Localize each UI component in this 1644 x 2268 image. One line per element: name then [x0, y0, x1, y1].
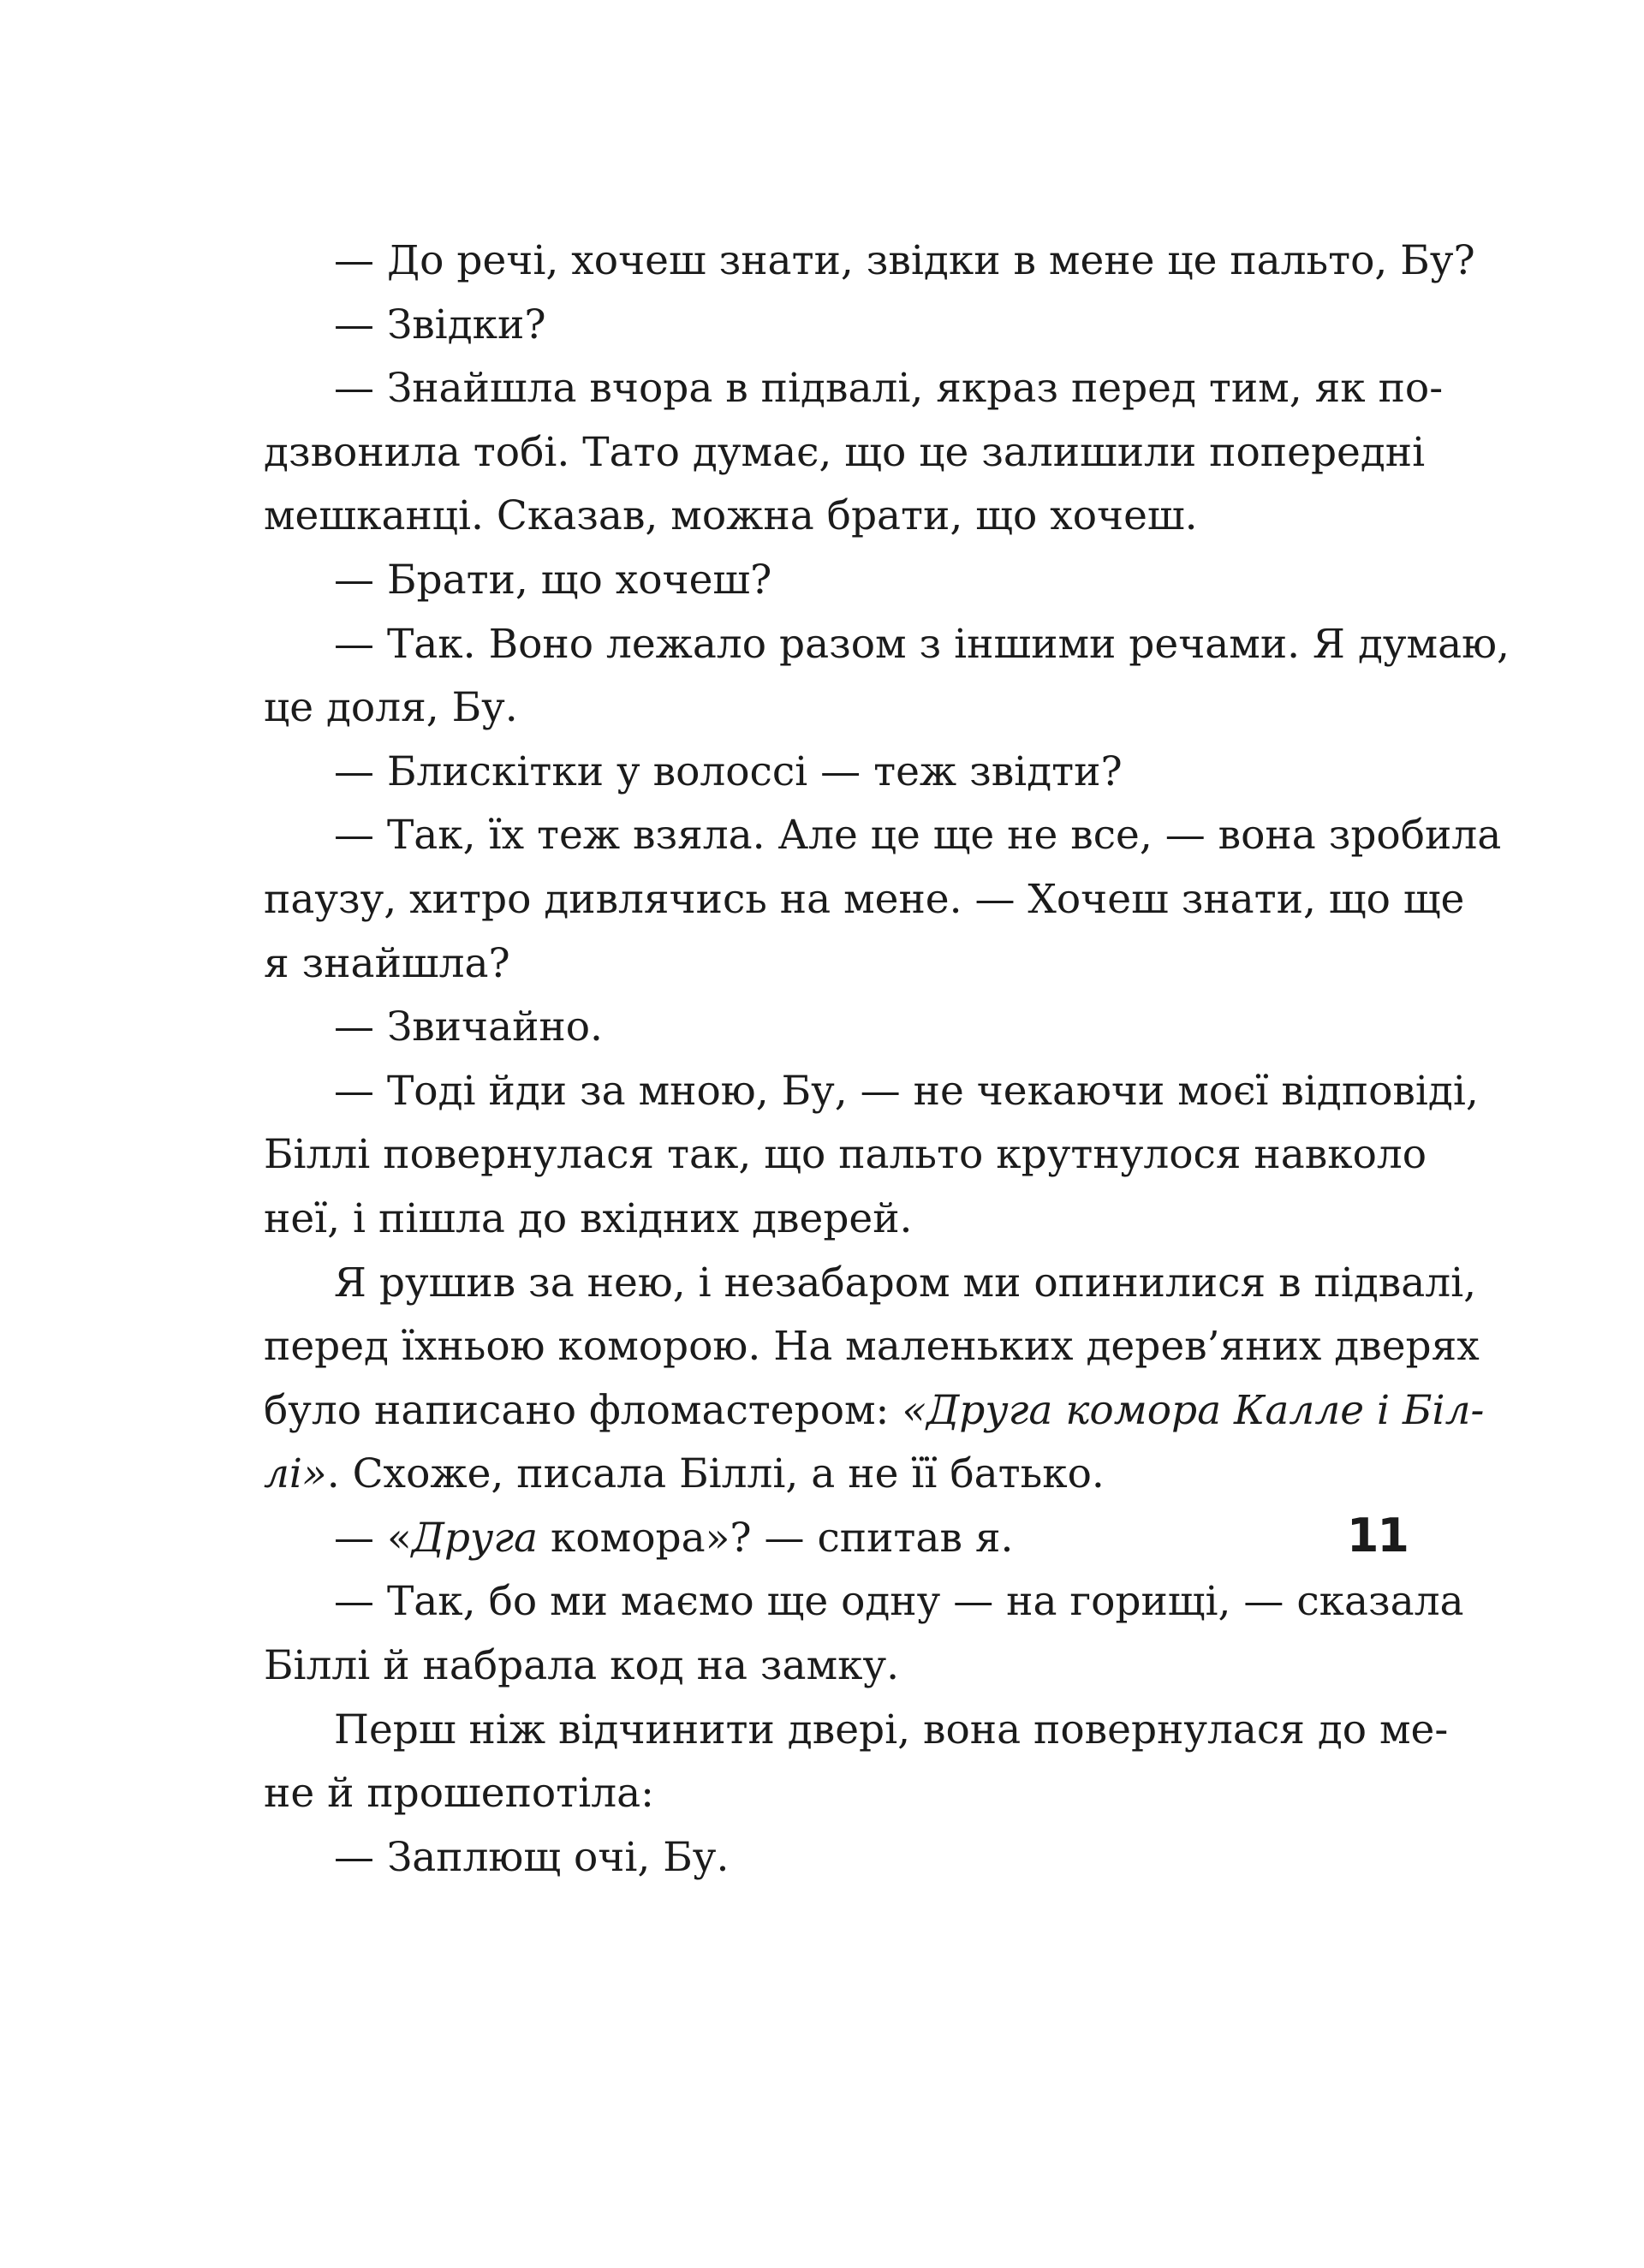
text-line: неї, і пішла до вхідних дверей.	[264, 1194, 913, 1242]
text-line: — Блискітки у волоссі — теж звідти?	[334, 747, 1123, 795]
text-run: — «	[334, 1514, 412, 1562]
text-line: — До речі, хочеш знати, звідки в мене це пальто, Бу?	[334, 237, 1475, 284]
page-number: 11	[1346, 1509, 1408, 1563]
text-line: не й прошепотіла:	[264, 1770, 654, 1818]
text-line: Я рушив за нею, і незабаром ми опинилися в підвалі,	[334, 1259, 1477, 1307]
text-line: це доля, Бу.	[264, 684, 518, 732]
text-line: мешканці. Сказав, можна брати, що хочеш.	[264, 492, 1198, 540]
text-line: паузу, хитро дивлячись на мене. — Хочеш знати, що ще	[264, 875, 1465, 923]
text-line: дзвонила тобі. Тато думає, що це залишили попередні	[264, 428, 1426, 476]
text-line: — Так. Воно лежало разом з іншими речами. Я думаю,	[334, 620, 1510, 668]
text-line: я знайшла?	[264, 939, 510, 987]
text-line: — Тоді йди за мною, Бу, — не чекаючи моєї відповіді,	[334, 1067, 1479, 1115]
text-run: . Схоже, писала Біллі, а не її батько.	[326, 1450, 1105, 1498]
italic-text-run: Друга	[411, 1514, 539, 1562]
text-line: Біллі повернулася так, що пальто крутнулося навколо	[264, 1131, 1427, 1179]
text-run: комора»? — спитав я.	[538, 1514, 1014, 1562]
text-line: — Звідки?	[334, 301, 546, 348]
text-line: Перш ніж відчинити двері, вона повернулася до ме-	[334, 1705, 1449, 1753]
text-line	[264, 1507, 1420, 1571]
body-text	[264, 229, 1510, 1890]
text-line: перед їхньою коморою. На маленьких дерев’яних дверях	[264, 1323, 1480, 1371]
text-run: було написано фломастером:	[264, 1386, 902, 1434]
text-line: Біллі й набрала код на замку.	[264, 1642, 900, 1690]
italic-text-run: «Друга комора Калле і Біл-	[902, 1386, 1485, 1434]
text-line: — Знайшла вчора в підвалі, якраз перед тим, як по-	[334, 365, 1444, 413]
text-line: — Так, їх теж взяла. Але це ще не все, — вона зробила	[334, 812, 1502, 860]
text-line	[264, 1443, 1420, 1507]
text-line: — Заплющ очі, Бу.	[334, 1833, 730, 1881]
text-line	[264, 1379, 1485, 1444]
text-line: — Так, бо ми маємо ще одну — на горищі, — сказала	[334, 1578, 1464, 1626]
text-line: — Брати, що хочеш?	[334, 556, 772, 604]
italic-text-run: лі»	[264, 1450, 327, 1498]
text-line: — Звичайно.	[334, 1003, 603, 1051]
